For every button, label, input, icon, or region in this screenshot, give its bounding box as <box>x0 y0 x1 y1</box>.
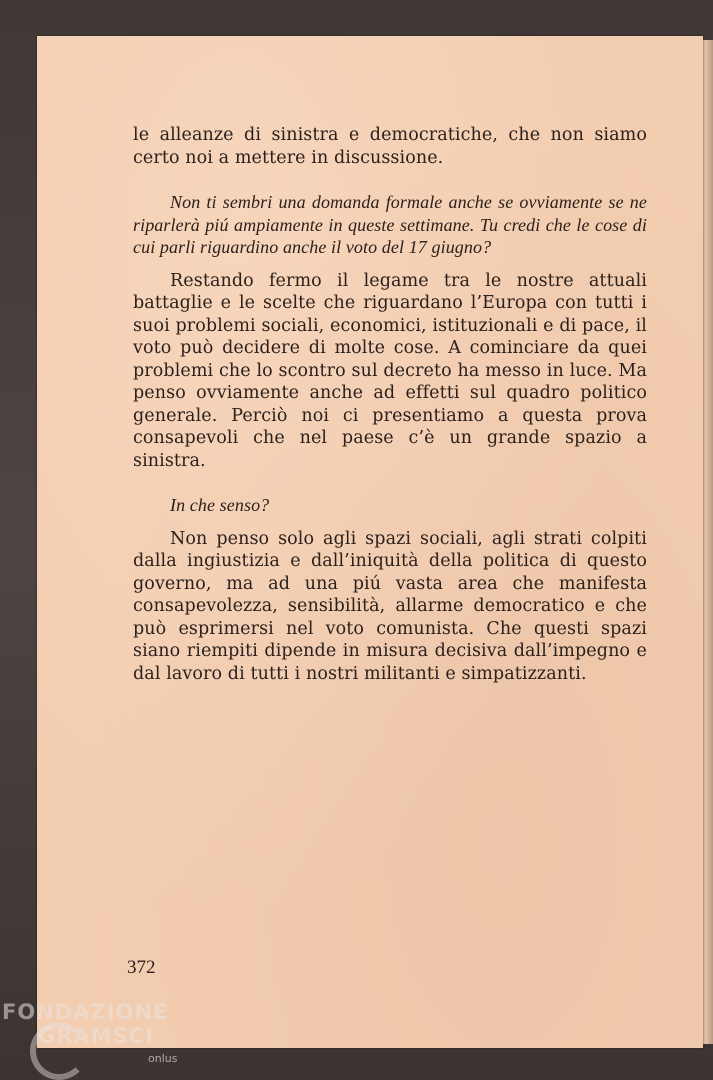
answer-paragraph-2: Non penso solo agli spazi sociali, agli strati colpiti dalla ingiustizia e dall’iniquità della politica di questo governo, ma ad una piú vasta area che manifesta consapevolezza, sensibilità, allarme democratico e che può esprimersi nel voto comunista. Che questi spazi siano riempiti dipende in misura decisiva dall’impegno e dal lavoro di tutti i nostri militanti e simpatizzanti. <box>133 528 647 684</box>
page-text <box>133 124 647 685</box>
answer-paragraph-1: Restando fermo il legame tra le nostre attuali battaglie e le scelte che riguardano l’Europa con tutti i suoi problemi sociali, economici, istituzionali e di pace, il voto può decidere di molte cose. A cominciare da quei problemi che lo scontro sul decreto ha messo in luce. Ma penso ovviamente anche ad effetti sul quadro politico generale. Perciò noi ci presentiamo a questa prova consapevoli che nel paese c’è un grande spazio a sinistra. <box>133 270 647 471</box>
watermark-line1: FONDAZIONE <box>2 1000 169 1024</box>
page-number: 372 <box>127 957 156 978</box>
interview-question-1: Non ti sembri una domanda formale anche se ovviamente se ne riparlerà piú ampiamente in queste settimane. Tu credi che le cose di cui parli riguardino anche il voto del 17 giugno? <box>133 192 647 257</box>
interview-question-2: In che senso? <box>170 495 270 515</box>
watermark-onlus: onlus <box>148 1052 178 1065</box>
watermark-logo <box>2 1000 202 1080</box>
watermark-line2: GRAMSCI <box>38 1024 154 1048</box>
paragraph-continuation: le alleanze di sinistra e democratiche, che non siamo certo noi a mettere in discussione. <box>133 125 647 168</box>
